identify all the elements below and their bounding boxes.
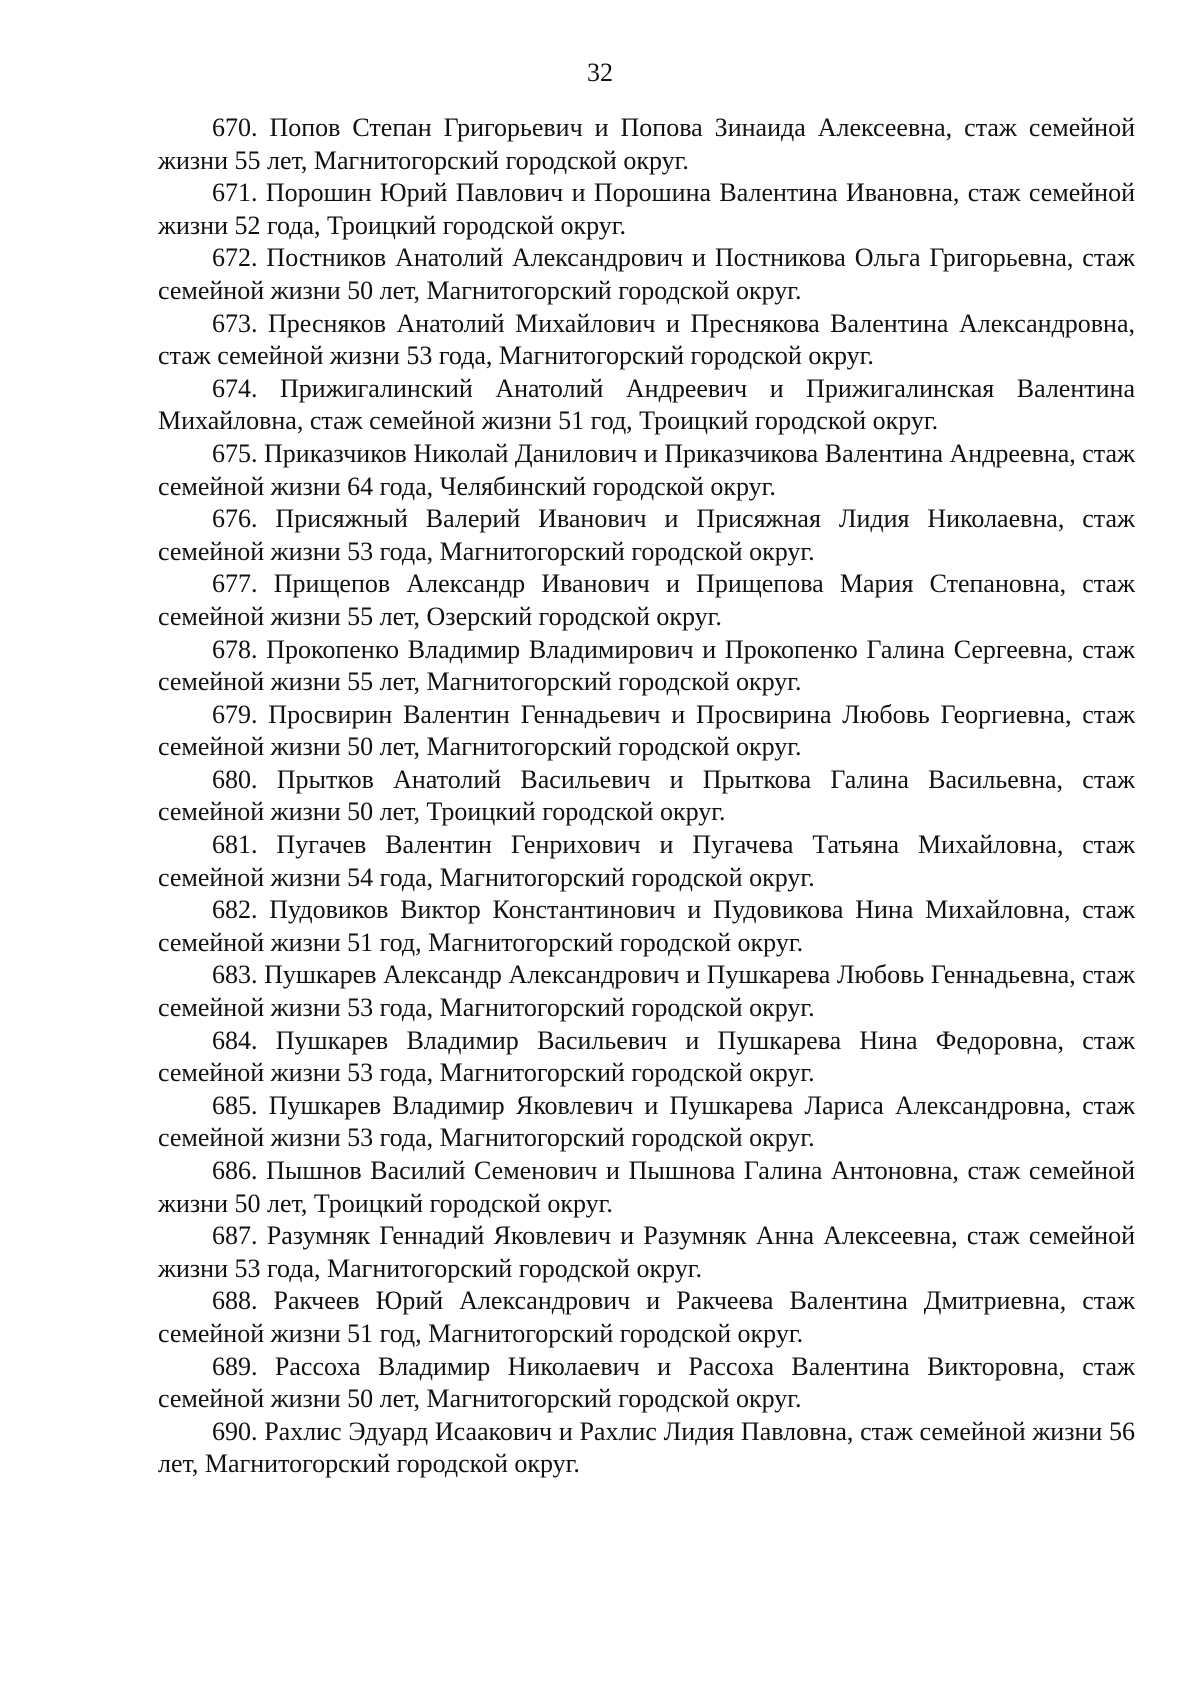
list-item: 674. Прижигалинский Анатолий Андреевич и Прижигалинская Валентина Михайловна, стаж семейной жизни 51 год, Троицкий городской округ. xyxy=(158,373,1135,436)
list-item: 682. Пудовиков Виктор Константинович и Пудовикова Нина Михайловна, стаж семейной жизни 51 год, Магнитогорский городской округ. xyxy=(158,895,1135,957)
list-item: 676. Присяжный Валерий Иванович и Присяжная Лидия Николаевна, стаж семейной жизни 53 года, Магнитогорский городской округ. xyxy=(158,504,1135,566)
list-item: 688. Ракчеев Юрий Александрович и Ракчеева Валентина Дмитриевна, стаж семейной жизни 51 год, Магнитогорский городской округ. xyxy=(158,1286,1135,1348)
list-item: 681. Пугачев Валентин Генрихович и Пугачева Татьяна Михайловна, стаж семейной жизни 54 года, Магнитогорский городской округ. xyxy=(158,830,1135,892)
list-item: 678. Прокопенко Владимир Владимирович и Прокопенко Галина Сергеевна, стаж семейной жизни 55 лет, Магнитогорский городской округ. xyxy=(158,634,1135,697)
list-item: 685. Пушкарев Владимир Яковлевич и Пушкарева Лариса Александровна, стаж семейной жизни 53 года, Магнитогорский городской округ. xyxy=(158,1090,1135,1153)
list-item: 689. Рассоха Владимир Николаевич и Рассоха Валентина Викторовна, стаж семейной жизни 50 лет, Магнитогорский городской округ. xyxy=(158,1351,1135,1414)
list-item: 690. Рахлис Эдуард Исаакович и Рахлис Лидия Павловна, стаж семейной жизни 56 лет, Магнитогорский городской округ. xyxy=(158,1416,1135,1479)
list-item: 672. Постников Анатолий Александрович и Постникова Ольга Григорьевна, стаж семейной жизни 50 лет, Магнитогорский городской округ. xyxy=(158,243,1135,305)
list-item: 680. Прытков Анатолий Васильевич и Прыткова Галина Васильевна, стаж семейной жизни 50 лет, Троицкий городской округ. xyxy=(158,764,1135,827)
list-item: 684. Пушкарев Владимир Васильевич и Пушкарева Нина Федоровна, стаж семейной жизни 53 года, Магнитогорский городской округ. xyxy=(158,1025,1135,1088)
page-number: 32 xyxy=(587,58,613,87)
list-item: 683. Пушкарев Александр Александрович и Пушкарева Любовь Геннадьевна, стаж семейной жизни 53 года, Магнитогорский городской округ. xyxy=(158,960,1135,1023)
list-item: 679. Просвирин Валентин Геннадьевич и Просвирина Любовь Георгиевна, стаж семейной жизни 50 лет, Магнитогорский городской округ. xyxy=(158,699,1135,762)
list-item: 673. Пресняков Анатолий Михайлович и Преснякова Валентина Александровна, стаж семейной жизни 53 года, Магнитогорский городской округ. xyxy=(158,308,1135,371)
list-item: 675. Приказчиков Николай Данилович и Приказчикова Валентина Андреевна, стаж семейной жизни 64 года, Челябинский городской округ. xyxy=(158,438,1135,501)
entry-list xyxy=(158,112,1135,1481)
list-item: 671. Порошин Юрий Павлович и Порошина Валентина Ивановна, стаж семейной жизни 52 года, Троицкий городской округ. xyxy=(158,178,1135,240)
list-item: 687. Разумняк Геннадий Яковлевич и Разумняк Анна Алексеевна, стаж семейной жизни 53 года, Магнитогорский городской округ. xyxy=(158,1221,1135,1283)
list-item: 670. Попов Степан Григорьевич и Попова Зинаида Алексеевна, стаж семейной жизни 55 лет, Магнитогорский городской округ. xyxy=(158,113,1135,175)
list-item: 677. Прищепов Александр Иванович и Прищепова Мария Степановна, стаж семейной жизни 55 лет, Озерский городской округ. xyxy=(158,569,1135,631)
list-item: 686. Пышнов Василий Семенович и Пышнова Галина Антоновна, стаж семейной жизни 50 лет, Троицкий городской округ. xyxy=(158,1156,1135,1218)
